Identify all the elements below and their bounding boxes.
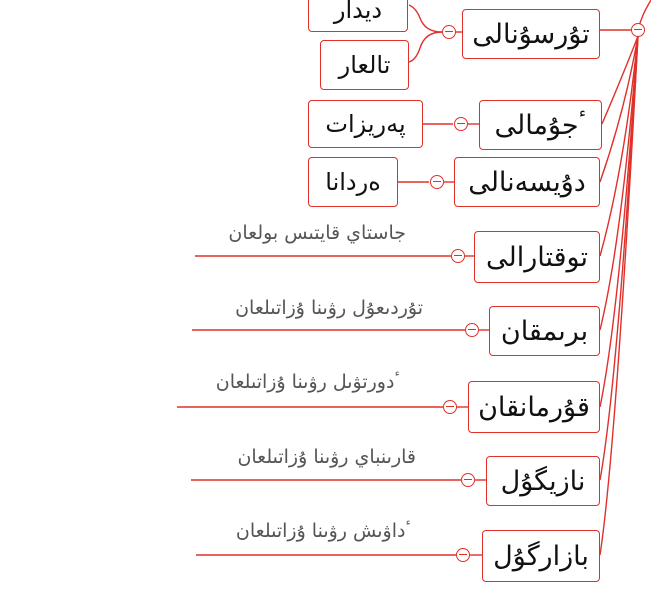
child-erdana[interactable] [308,157,398,207]
node-ejumali-label: ٴجۇمالى [494,109,587,141]
note-birmaqan: تۇردىعۇل رۋىنا ۇزاتىلعان [235,297,423,319]
node-birmaqan-label: برىمقان [500,315,589,347]
node-ejumali[interactable] [479,100,602,150]
child-periyzat-label: پەريزات [325,110,406,138]
node-qurmanqan-label: قۇرمانقان [478,391,590,423]
node-tursunali-label: تۇرسۇنالى [472,18,590,50]
node-nazigul-label: نازيگۇل [500,465,586,497]
node-duysenali-label: دۇيسەنالى [468,166,586,198]
node-duysenali[interactable] [454,157,600,207]
note-nazigul: قارىنباي رۋىنا ۇزاتىلعان [237,446,416,468]
node-nazigul-collapse-toggle[interactable] [461,473,475,487]
node-bazargul-label: بازارگۇل [493,540,589,572]
node-tursunali[interactable] [462,9,600,59]
node-bazargul-collapse-toggle[interactable] [456,548,470,562]
node-tursunali-collapse-toggle[interactable] [442,25,456,39]
child-didar[interactable] [308,0,408,32]
child-talghar[interactable] [320,40,409,90]
root-collapse-toggle[interactable] [631,23,645,37]
child-periyzat[interactable] [308,100,423,148]
node-birmaqan[interactable] [489,306,600,356]
node-tokhtarali-collapse-toggle[interactable] [451,249,465,263]
child-talghar-label: تالعار [338,51,391,79]
node-birmaqan-collapse-toggle[interactable] [465,323,479,337]
child-didar-label: ديدار [333,0,383,24]
node-qurmanqan-collapse-toggle[interactable] [443,400,457,414]
node-nazigul[interactable] [486,456,600,506]
node-ejumali-collapse-toggle[interactable] [454,117,468,131]
child-erdana-label: ەردانا [325,168,381,196]
node-duysenali-collapse-toggle[interactable] [430,175,444,189]
node-tokhtarali-label: توقتارالى [486,241,589,273]
node-bazargul[interactable] [482,530,600,582]
note-bazargul: ٴداۋىش رۋىنا ۇزاتىلعان [235,520,411,542]
node-tokhtarali[interactable] [474,231,600,283]
node-qurmanqan[interactable] [468,381,600,433]
note-qurmanqan: ٴدورتۋىل رۋىنا ۇزاتىلعان [215,371,400,393]
note-tokhtarali: جاستاي قايتىس بولعان [228,222,406,244]
